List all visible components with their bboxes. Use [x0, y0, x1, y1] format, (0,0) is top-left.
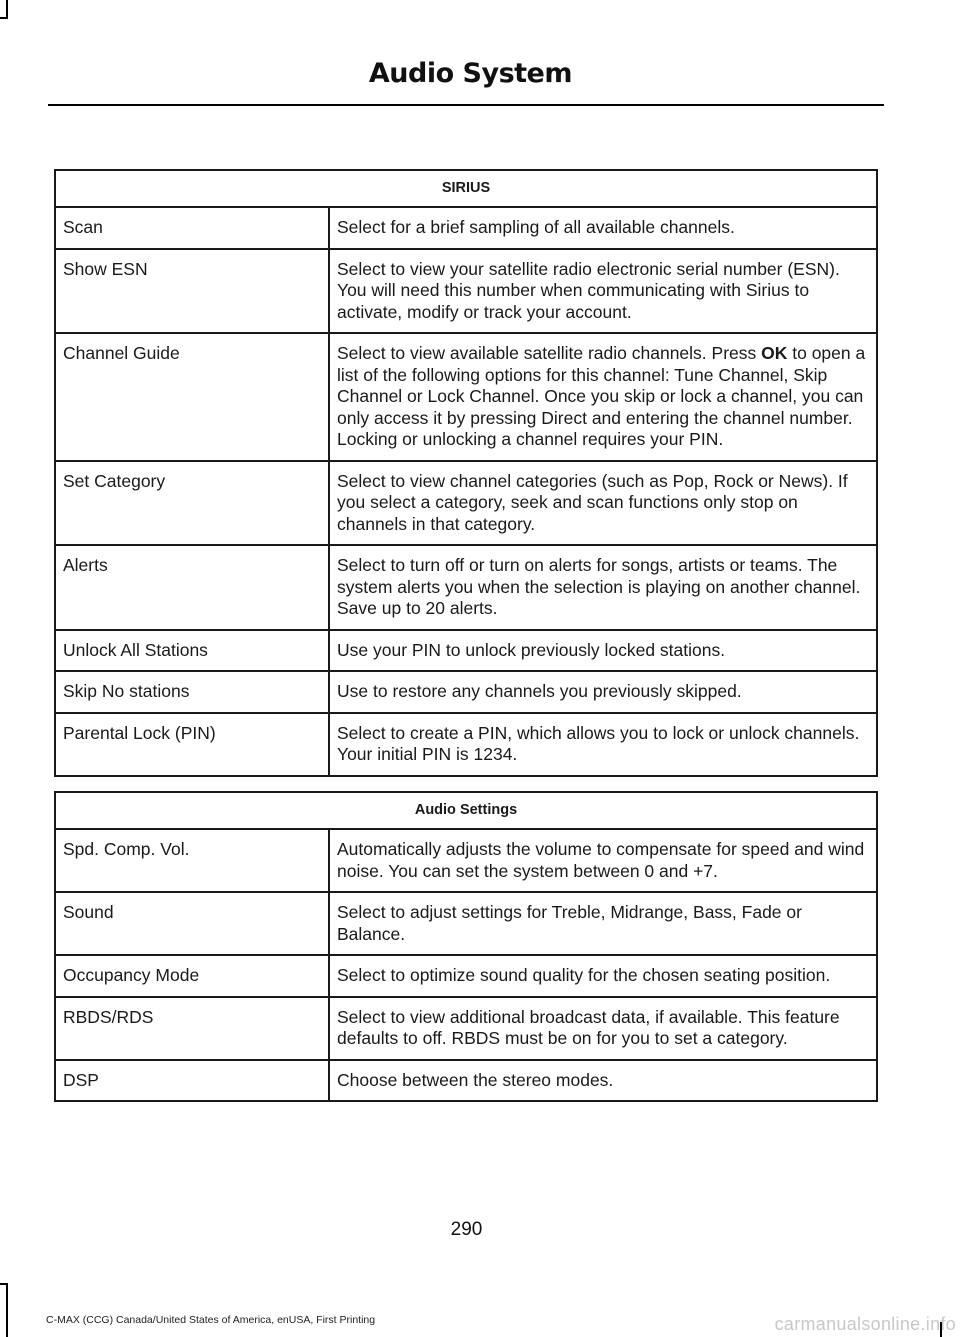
table-header-row [55, 170, 877, 207]
page-title: Audio System [368, 58, 572, 89]
setting-name: Sound [55, 892, 329, 955]
description-text: to open a list of the following options for this channel: Tune Channel, Skip Channel or Lock Channel. Once you skip or lock a channel, you can only access it by pressing Direct and entering the channel number. Locking or unlocking a channel requires your PIN. [337, 343, 866, 449]
table-header-row [55, 792, 877, 829]
table-row [55, 1060, 877, 1102]
setting-description: Select to view channel categories (such as Pop, Rock or News). If you select a category, seek and scan functions only stop on channels in that category. [329, 461, 877, 546]
setting-name: Set Category [55, 461, 329, 546]
setting-name: Spd. Comp. Vol. [55, 829, 329, 892]
setting-name: Channel Guide [55, 333, 329, 461]
crop-mark-top-left-horizontal [0, 17, 8, 19]
setting-description: Select to adjust settings for Treble, Midrange, Bass, Fade or Balance. [329, 892, 877, 955]
header-divider [48, 104, 884, 106]
setting-name: Occupancy Mode [55, 955, 329, 997]
table-row [55, 333, 877, 461]
crop-mark-bottom-left [6, 1283, 8, 1337]
table-title: Audio Settings [55, 792, 877, 829]
setting-description: Choose between the stereo modes. [329, 1060, 877, 1102]
audio-settings-table [54, 791, 878, 1102]
setting-name: Scan [55, 207, 329, 249]
setting-description: Select to optimize sound quality for the chosen seating position. [329, 955, 877, 997]
table-row [55, 630, 877, 672]
setting-name: Parental Lock (PIN) [55, 713, 329, 776]
description-text: Select to view available satellite radio channels. Press [337, 343, 762, 363]
page-number: 290 [450, 1219, 483, 1240]
setting-description: Select for a brief sampling of all available channels. [329, 207, 877, 249]
setting-description: Use to restore any channels you previously skipped. [329, 671, 877, 713]
table-row [55, 461, 877, 546]
table-row [55, 545, 877, 630]
setting-name: Skip No stations [55, 671, 329, 713]
setting-name: Show ESN [55, 249, 329, 334]
setting-name: RBDS/RDS [55, 997, 329, 1060]
table-row [55, 207, 877, 249]
setting-name: Unlock All Stations [55, 630, 329, 672]
table-row [55, 955, 877, 997]
setting-description: Use your PIN to unlock previously locked stations. [329, 630, 877, 672]
crop-mark-top-left [6, 0, 8, 17]
ok-button-reference: OK [761, 343, 788, 363]
crop-mark-bottom-left-horizontal [0, 1283, 8, 1285]
setting-description [329, 333, 877, 461]
setting-description: Select to turn off or turn on alerts for songs, artists or teams. The system alerts you when the selection is playing on another channel. Save up to 20 alerts. [329, 545, 877, 630]
table-row [55, 249, 877, 334]
setting-description: Automatically adjusts the volume to compensate for speed and wind noise. You can set the system between 0 and +7. [329, 829, 877, 892]
table-row [55, 671, 877, 713]
setting-description: Select to view additional broadcast data, if available. This feature defaults to off. RBDS must be on for you to set a category. [329, 997, 877, 1060]
setting-description: Select to create a PIN, which allows you to lock or unlock channels. Your initial PIN is 1234. [329, 713, 877, 776]
table-row [55, 892, 877, 955]
table-row [55, 829, 877, 892]
setting-description: Select to view your satellite radio electronic serial number (ESN). You will need this number when communicating with Sirius to activate, modify or track your account. [329, 249, 877, 334]
table-row [55, 713, 877, 776]
setting-name: Alerts [55, 545, 329, 630]
setting-name: DSP [55, 1060, 329, 1102]
watermark: carmanualsonline.info [774, 1314, 956, 1334]
sirius-table [54, 169, 878, 777]
table-title: SIRIUS [55, 170, 877, 207]
edition-footer: C-MAX (CCG) Canada/United States of America, enUSA, First Printing [46, 1314, 376, 1326]
table-row [55, 997, 877, 1060]
